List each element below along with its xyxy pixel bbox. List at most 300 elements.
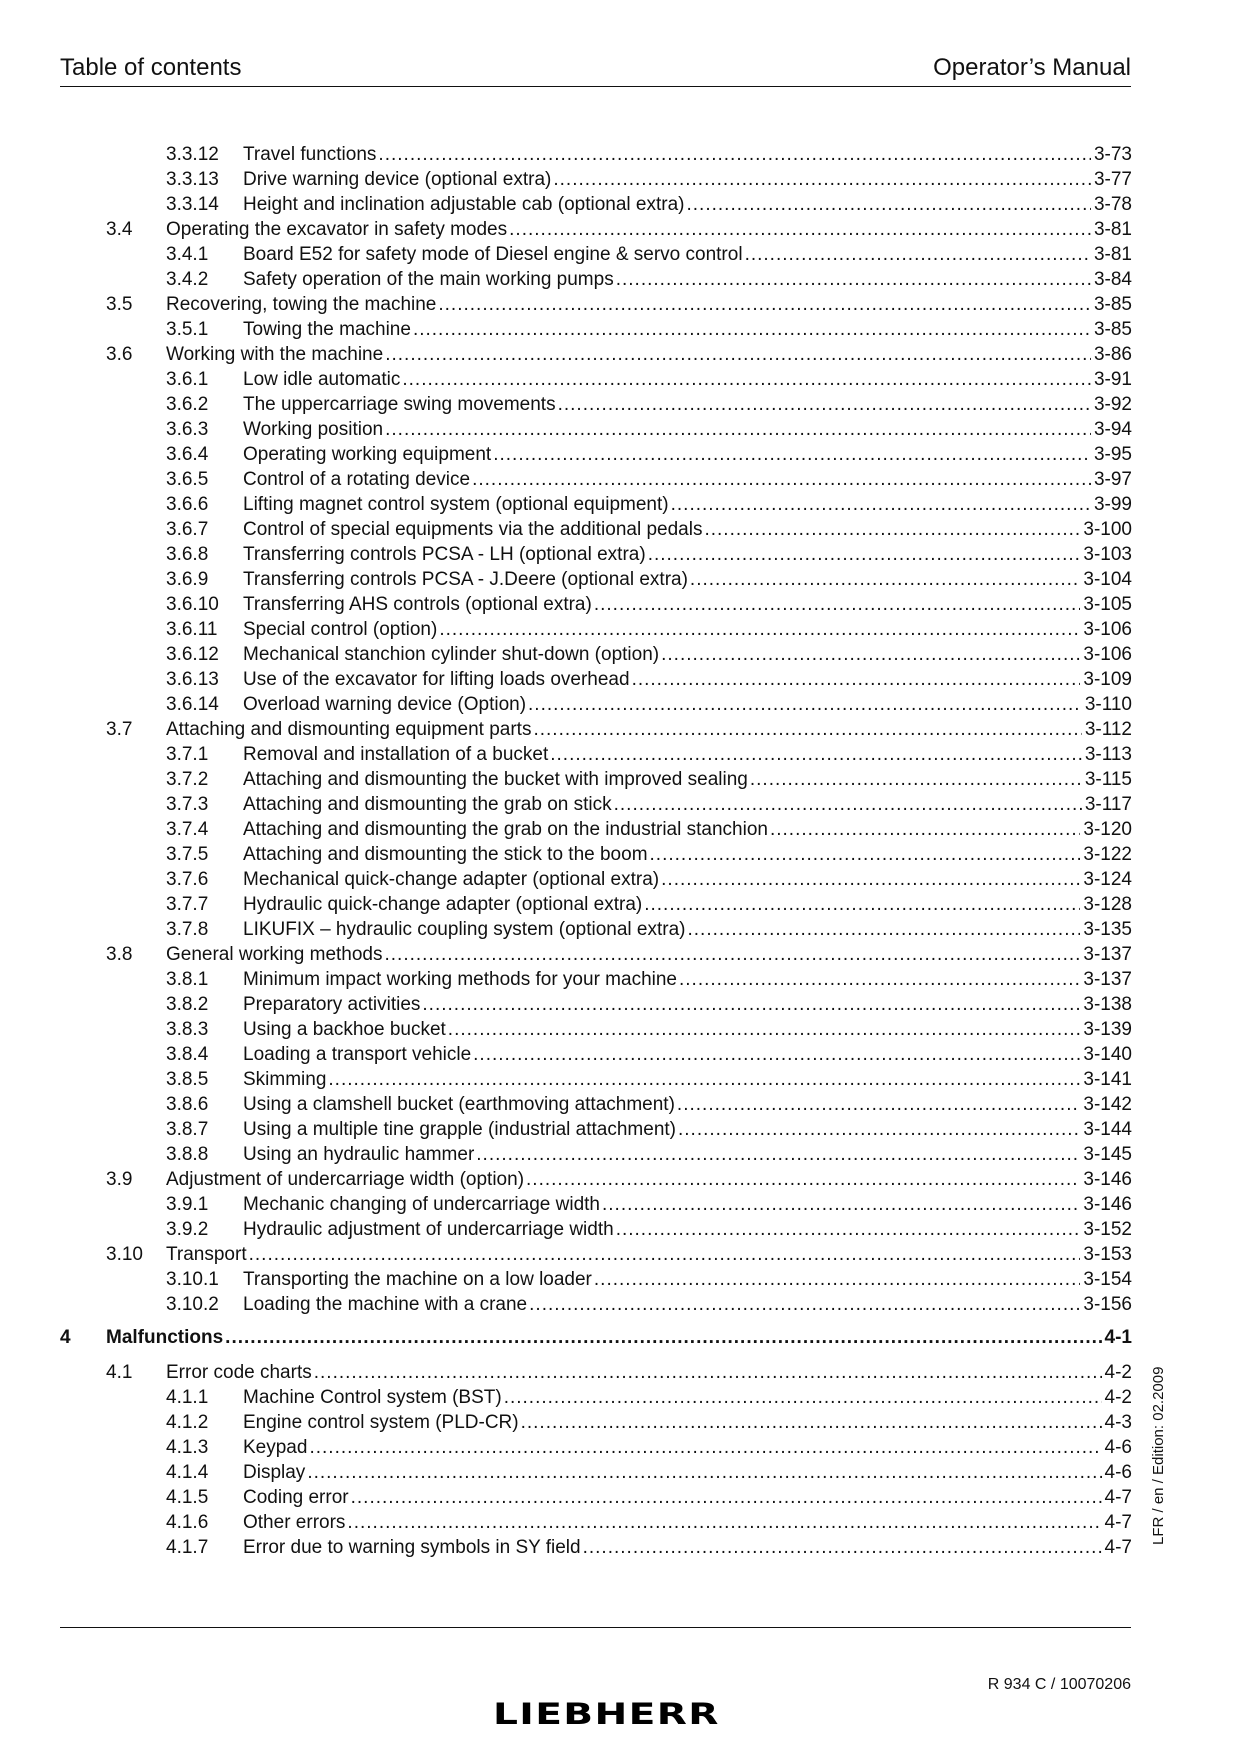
toc-entry-title: Using a multiple tine grapple (industrial attachment) [243, 1119, 676, 1140]
toc-entry-title: Using a clamshell bucket (earthmoving attachment) [243, 1094, 675, 1115]
toc-entry-page: 4-6 [1104, 1437, 1132, 1458]
toc-entry-leader [243, 467, 1132, 492]
toc-dot-leader [493, 442, 1091, 467]
toc-entry-leader [243, 392, 1132, 417]
toc-entry-number: 4 [60, 1327, 71, 1348]
toc-subsection-entry[interactable] [0, 1460, 1240, 1485]
toc-section-entry[interactable] [0, 717, 1240, 742]
toc-subsection-entry[interactable] [0, 967, 1240, 992]
toc-entry-title: Attaching and dismounting the stick to the boom [243, 844, 648, 865]
toc-entry-title: Low idle automatic [243, 369, 401, 390]
toc-entry-title: Error code charts [166, 1362, 312, 1383]
toc-dot-leader [476, 1142, 1080, 1167]
toc-dot-leader [509, 217, 1091, 242]
toc-entry-leader [243, 317, 1132, 342]
toc-entry-page: 4-1 [1104, 1327, 1132, 1348]
toc-dot-leader [385, 342, 1091, 367]
toc-entry-title: Mechanic changing of undercarriage width [243, 1194, 600, 1215]
toc-subsection-entry[interactable] [0, 1435, 1240, 1460]
toc-entry-leader [243, 692, 1132, 717]
toc-entry-leader [243, 1460, 1132, 1485]
toc-entry-leader [243, 442, 1132, 467]
toc-dot-leader [745, 242, 1091, 267]
toc-entry-number: 3.6.12 [166, 644, 219, 665]
toc-entry-leader [243, 1192, 1132, 1217]
toc-entry-title: Control of a rotating device [243, 469, 471, 490]
toc-entry-title: Engine control system (PLD-CR) [243, 1412, 519, 1433]
toc-entry-number: 3.6.3 [166, 419, 209, 440]
toc-entry-number: 3.9.1 [166, 1194, 209, 1215]
toc-entry-number: 4.1.5 [166, 1487, 209, 1508]
toc-subsection-entry[interactable] [0, 917, 1240, 942]
toc-entry-leader [243, 567, 1132, 592]
liebherr-logo: LIEBHERR [493, 1697, 720, 1731]
toc-entry-page: 3-86 [1093, 344, 1132, 365]
toc-subsection-entry[interactable] [0, 592, 1240, 617]
toc-entry-page: 4-6 [1104, 1462, 1132, 1483]
toc-entry-page: 3-141 [1083, 1069, 1132, 1090]
toc-entry-title: Mechanical stanchion cylinder shut-down (option) [243, 644, 660, 665]
toc-entry-title: Operating the excavator in safety modes [166, 219, 508, 240]
toc-subsection-entry[interactable] [0, 1292, 1240, 1317]
toc-entry-page: 3-144 [1083, 1119, 1132, 1140]
toc-subsection-entry[interactable] [0, 142, 1240, 167]
toc-dot-leader [504, 1385, 1102, 1410]
toc-entry-title: Display [243, 1462, 306, 1483]
toc-entry-title: Preparatory activities [243, 994, 421, 1015]
toc-entry-title: Operating working equipment [243, 444, 492, 465]
toc-entry-number: 3.5.1 [166, 319, 209, 340]
toc-entry-number: 3.8.5 [166, 1069, 209, 1090]
toc-entry-title: Safety operation of the main working pumps [243, 269, 614, 290]
toc-entry-number: 4.1.6 [166, 1512, 209, 1533]
toc-entry-leader [243, 1142, 1132, 1167]
toc-entry-title: Machine Control system (BST) [243, 1387, 502, 1408]
toc-dot-leader [690, 567, 1080, 592]
toc-entry-leader [243, 592, 1132, 617]
toc-entry-page: 3-117 [1084, 794, 1132, 815]
toc-dot-leader [678, 1117, 1080, 1142]
toc-entry-page: 3-146 [1083, 1169, 1132, 1190]
toc-section-entry[interactable] [0, 1360, 1240, 1385]
toc-dot-leader [413, 317, 1091, 342]
toc-entry-page: 3-139 [1083, 1019, 1132, 1040]
toc-entry-page: 3-92 [1093, 394, 1132, 415]
toc-entry-page: 3-138 [1083, 994, 1132, 1015]
toc-entry-number: 3.10.1 [166, 1269, 219, 1290]
toc-entry-page: 3-91 [1093, 369, 1132, 390]
toc-entry-title: Malfunctions [106, 1327, 224, 1348]
toc-entry-page: 3-95 [1093, 444, 1132, 465]
toc-subsection-entry[interactable] [0, 392, 1240, 417]
toc-dot-leader [661, 867, 1080, 892]
toc-entry-page: 3-99 [1093, 494, 1132, 515]
toc-entry-title: Coding error [243, 1487, 349, 1508]
toc-entry-leader [243, 517, 1132, 542]
toc-entry-title: General working methods [166, 944, 383, 965]
toc-entry-leader [166, 217, 1132, 242]
toc-entry-leader [166, 342, 1132, 367]
toc-subsection-entry[interactable] [0, 367, 1240, 392]
toc-subsection-entry[interactable] [0, 1017, 1240, 1042]
toc-entry-leader [243, 617, 1132, 642]
toc-entry-leader [166, 717, 1132, 742]
toc-entry-number: 3.8.8 [166, 1144, 209, 1165]
toc-entry-number: 3.3.14 [166, 194, 219, 215]
toc-entry-leader [243, 1435, 1132, 1460]
toc-subsection-entry[interactable] [0, 1142, 1240, 1167]
toc-entry-title: Other errors [243, 1512, 346, 1533]
toc-entry-title: Attaching and dismounting equipment parts [166, 719, 532, 740]
toc-entry-number: 3.4 [106, 219, 133, 240]
toc-entry-leader [243, 842, 1132, 867]
toc-entry-title: Skimming [243, 1069, 327, 1090]
toc-entry-number: 3.6.2 [166, 394, 209, 415]
toc-section-entry[interactable] [0, 342, 1240, 367]
toc-section-entry[interactable] [0, 942, 1240, 967]
toc-entry-page: 3-135 [1083, 919, 1132, 940]
toc-entry-title: Removal and installation of a bucket [243, 744, 549, 765]
toc-dot-leader [770, 817, 1080, 842]
toc-entry-page: 3-94 [1093, 419, 1132, 440]
toc-subsection-entry[interactable] [0, 1385, 1240, 1410]
toc-subsection-entry[interactable] [0, 542, 1240, 567]
toc-entry-page: 3-145 [1083, 1144, 1132, 1165]
toc-subsection-entry[interactable] [0, 1217, 1240, 1242]
toc-entry-title: Adjustment of undercarriage width (option) [166, 1169, 525, 1190]
toc-chapter-entry[interactable] [0, 1325, 1240, 1350]
toc-entry-page: 3-103 [1083, 544, 1132, 565]
toc-subsection-entry[interactable] [0, 1267, 1240, 1292]
toc-entry-title: Working with the machine [166, 344, 384, 365]
toc-entry-number: 3.7.6 [166, 869, 209, 890]
toc-dot-leader [473, 1042, 1080, 1067]
toc-dot-leader [550, 742, 1082, 767]
toc-entry-number: 3.6.6 [166, 494, 209, 515]
toc-entry-number: 3.7.4 [166, 819, 209, 840]
toc-entry-page: 3-110 [1084, 694, 1132, 715]
toc-dot-leader [650, 842, 1081, 867]
toc-entry-page: 3-105 [1083, 594, 1132, 615]
toc-dot-leader [385, 417, 1091, 442]
toc-dot-leader [472, 467, 1091, 492]
toc-subsection-entry[interactable] [0, 192, 1240, 217]
toc-entry-leader [243, 667, 1132, 692]
toc-section-entry[interactable] [0, 217, 1240, 242]
toc-dot-leader [347, 1510, 1101, 1535]
toc-entry-number: 4.1.1 [166, 1387, 209, 1408]
toc-entry-title: Control of special equipments via the additional pedals [243, 519, 703, 540]
toc-entry-leader [166, 292, 1132, 317]
toc-entry-page: 4-3 [1104, 1412, 1132, 1433]
header-section-title: Table of contents [60, 54, 242, 81]
toc-entry-page: 3-115 [1084, 769, 1132, 790]
toc-subsection-entry[interactable] [0, 992, 1240, 1017]
toc-entry-leader [243, 1535, 1132, 1560]
toc-entry-number: 3.6.7 [166, 519, 209, 540]
toc-entry-page: 3-78 [1093, 194, 1132, 215]
toc-dot-leader [687, 192, 1091, 217]
toc-entry-leader [243, 167, 1132, 192]
toc-entry-page: 3-120 [1083, 819, 1132, 840]
toc-subsection-entry[interactable] [0, 1067, 1240, 1092]
toc-entry-leader [243, 1410, 1132, 1435]
toc-subsection-entry[interactable] [0, 442, 1240, 467]
toc-entry-number: 3.8.1 [166, 969, 209, 990]
toc-entry-page: 3-153 [1083, 1244, 1132, 1265]
toc-entry-leader [243, 642, 1132, 667]
toc-entry-title: Travel functions [243, 144, 377, 165]
toc-entry-page: 3-112 [1084, 719, 1132, 740]
toc-entry-page: 4-7 [1104, 1537, 1132, 1558]
toc-entry-title: Mechanical quick-change adapter (optional extra) [243, 869, 660, 890]
toc-entry-page: 3-146 [1083, 1194, 1132, 1215]
toc-entry-leader [243, 1017, 1132, 1042]
toc-entry-page: 3-97 [1093, 469, 1132, 490]
toc-entry-title: Loading a transport vehicle [243, 1044, 472, 1065]
edition-note [1150, 1345, 1170, 1545]
toc-entry-leader [243, 1117, 1132, 1142]
toc-subsection-entry[interactable] [0, 167, 1240, 192]
toc-entry-title: Transport [166, 1244, 247, 1265]
toc-entry-leader [243, 1485, 1132, 1510]
toc-entry-title: Using an hydraulic hammer [243, 1144, 475, 1165]
toc-section-entry[interactable] [0, 292, 1240, 317]
toc-entry-title: Transferring controls PCSA - J.Deere (optional extra) [243, 569, 688, 590]
toc-entry-number: 3.6.8 [166, 544, 209, 565]
toc-entry-number: 3.7.3 [166, 794, 209, 815]
toc-subsection-entry[interactable] [0, 1192, 1240, 1217]
toc-subsection-entry[interactable] [0, 792, 1240, 817]
toc-entry-leader [243, 492, 1132, 517]
toc-dot-leader [679, 967, 1080, 992]
toc-subsection-entry[interactable] [0, 742, 1240, 767]
toc-dot-leader [438, 292, 1091, 317]
toc-subsection-entry[interactable] [0, 892, 1240, 917]
toc-entry-page: 4-2 [1104, 1362, 1132, 1383]
toc-entry-leader [243, 992, 1132, 1017]
toc-subsection-entry[interactable] [0, 467, 1240, 492]
toc-entry-page: 3-154 [1083, 1269, 1132, 1290]
toc-entry-number: 3.6.1 [166, 369, 209, 390]
toc-entry-title: Minimum impact working methods for your machine [243, 969, 677, 990]
toc-subsection-entry[interactable] [0, 1117, 1240, 1142]
toc-entry-page: 4-2 [1104, 1387, 1132, 1408]
toc-entry-page: 3-122 [1083, 844, 1132, 865]
toc-entry-number: 3.5 [106, 294, 133, 315]
toc-dot-leader [307, 1460, 1101, 1485]
toc-entry-page: 3-156 [1083, 1294, 1132, 1315]
toc-entry-page: 4-7 [1104, 1487, 1132, 1508]
toc-entry-title: Hydraulic adjustment of undercarriage width [243, 1219, 614, 1240]
footer-divider [60, 1627, 1131, 1628]
toc-dot-leader [553, 167, 1091, 192]
toc-entry-title: Attaching and dismounting the grab on stick [243, 794, 612, 815]
toc-entry-title: LIKUFIX – hydraulic coupling system (optional extra) [243, 919, 686, 940]
toc-entry-number: 3.7.7 [166, 894, 209, 915]
toc-subsection-entry[interactable] [0, 517, 1240, 542]
toc-entry-page: 3-104 [1083, 569, 1132, 590]
toc-subsection-entry[interactable] [0, 642, 1240, 667]
toc-entry-leader [243, 1385, 1132, 1410]
toc-subsection-entry[interactable] [0, 617, 1240, 642]
toc-dot-leader [529, 1292, 1080, 1317]
toc-entry-leader [166, 1360, 1132, 1385]
toc-entry-leader [243, 1217, 1132, 1242]
toc-entry-number: 3.8.2 [166, 994, 209, 1015]
toc-entry-leader [243, 792, 1132, 817]
toc-entry-leader [243, 917, 1132, 942]
toc-entry-title: Transporting the machine on a low loader [243, 1269, 592, 1290]
toc-section-entry[interactable] [0, 1242, 1240, 1267]
toc-entry-page: 3-140 [1083, 1044, 1132, 1065]
toc-subsection-entry[interactable] [0, 692, 1240, 717]
toc-entry-number: 3.7.8 [166, 919, 209, 940]
toc-entry-leader [243, 967, 1132, 992]
toc-entry-page: 3-106 [1083, 644, 1132, 665]
toc-dot-leader [687, 917, 1080, 942]
toc-entry-page: 3-113 [1084, 744, 1132, 765]
toc-entry-number: 3.8.6 [166, 1094, 209, 1115]
toc-entry-number: 3.6 [106, 344, 133, 365]
toc-dot-leader [677, 1092, 1080, 1117]
toc-subsection-entry[interactable] [0, 417, 1240, 442]
toc-entry-page: 3-81 [1093, 219, 1132, 240]
toc-entry-number: 3.9.2 [166, 1219, 209, 1240]
toc-subsection-entry[interactable] [0, 1485, 1240, 1510]
toc-subsection-entry[interactable] [0, 817, 1240, 842]
toc-entry-leader [166, 1242, 1132, 1267]
toc-entry-leader [166, 1167, 1132, 1192]
toc-entry-leader [243, 367, 1132, 392]
toc-dot-leader [402, 367, 1091, 392]
toc-entry-title: Height and inclination adjustable cab (optional extra) [243, 194, 685, 215]
toc-entry-page: 3-84 [1093, 269, 1132, 290]
toc-entry-number: 3.6.4 [166, 444, 209, 465]
toc-dot-leader [314, 1360, 1102, 1385]
toc-entry-number: 4.1.4 [166, 1462, 209, 1483]
toc-entry-leader [243, 417, 1132, 442]
toc-subsection-entry[interactable] [0, 842, 1240, 867]
toc-subsection-entry[interactable] [0, 317, 1240, 342]
toc-subsection-entry[interactable] [0, 242, 1240, 267]
toc-entry-number: 4.1.3 [166, 1437, 209, 1458]
toc-section-entry[interactable] [0, 1167, 1240, 1192]
toc-dot-leader [704, 517, 1080, 542]
toc-dot-leader [594, 592, 1081, 617]
toc-entry-leader [243, 892, 1132, 917]
toc-entry-page: 3-85 [1093, 294, 1132, 315]
toc-entry-leader [243, 1267, 1132, 1292]
toc-entry-title: Towing the machine [243, 319, 411, 340]
toc-entry-page: 3-109 [1083, 669, 1132, 690]
toc-entry-title: Use of the excavator for lifting loads overhead [243, 669, 630, 690]
toc-subsection-entry[interactable] [0, 492, 1240, 517]
toc-entry-page: 3-77 [1093, 169, 1132, 190]
toc-entry-leader [243, 267, 1132, 292]
toc-entry-page: 3-124 [1083, 869, 1132, 890]
toc-subsection-entry[interactable] [0, 267, 1240, 292]
toc-entry-number: 4.1.2 [166, 1412, 209, 1433]
toc-entry-number: 3.3.12 [166, 144, 219, 165]
toc-entry-page: 3-106 [1083, 619, 1132, 640]
toc-entry-leader [106, 1325, 1132, 1350]
header-manual-title: Operator’s Manual [933, 54, 1131, 81]
toc-subsection-entry[interactable] [0, 567, 1240, 592]
toc-subsection-entry[interactable] [0, 767, 1240, 792]
toc-entry-leader [243, 1292, 1132, 1317]
toc-entry-number: 3.7 [106, 719, 133, 740]
toc-subsection-entry[interactable] [0, 1535, 1240, 1560]
toc-dot-leader [439, 617, 1080, 642]
toc-dot-leader [422, 992, 1080, 1017]
toc-subsection-entry[interactable] [0, 1510, 1240, 1535]
toc-entry-page: 3-137 [1083, 944, 1132, 965]
toc-entry-leader [243, 192, 1132, 217]
toc-subsection-entry[interactable] [0, 667, 1240, 692]
toc-entry-number: 3.3.13 [166, 169, 219, 190]
toc-entry-leader [243, 817, 1132, 842]
toc-entry-leader [243, 1092, 1132, 1117]
toc-dot-leader [632, 667, 1081, 692]
toc-subsection-entry[interactable] [0, 1092, 1240, 1117]
toc-entry-leader [243, 542, 1132, 567]
toc-dot-leader [328, 1067, 1080, 1092]
toc-entry-number: 3.6.5 [166, 469, 209, 490]
toc-entry-title: Attaching and dismounting the grab on the industrial stanchion [243, 819, 768, 840]
toc-dot-leader [583, 1535, 1102, 1560]
toc-dot-leader [602, 1192, 1080, 1217]
toc-dot-leader [533, 717, 1081, 742]
toc-subsection-entry[interactable] [0, 867, 1240, 892]
toc-entry-page: 4-7 [1104, 1512, 1132, 1533]
toc-dot-leader [648, 542, 1081, 567]
toc-subsection-entry[interactable] [0, 1410, 1240, 1435]
page-header [60, 52, 1131, 87]
toc-dot-leader [616, 1217, 1081, 1242]
toc-dot-leader [616, 267, 1091, 292]
toc-dot-leader [249, 1242, 1081, 1267]
toc-dot-leader [594, 1267, 1081, 1292]
toc-entry-number: 3.6.9 [166, 569, 209, 590]
toc-entry-number: 3.10.2 [166, 1294, 219, 1315]
toc-dot-leader [671, 492, 1091, 517]
toc-dot-leader [521, 1410, 1102, 1435]
toc-entry-title: Overload warning device (Option) [243, 694, 527, 715]
toc-entry-leader [243, 742, 1132, 767]
toc-entry-number: 3.6.13 [166, 669, 219, 690]
toc-entry-leader [243, 1042, 1132, 1067]
toc-entry-leader [243, 142, 1132, 167]
toc-entry-number: 3.6.11 [166, 619, 218, 640]
toc-dot-leader [644, 892, 1080, 917]
toc-dot-leader [661, 642, 1080, 667]
toc-entry-page: 3-85 [1093, 319, 1132, 340]
toc-entry-number: 3.9 [106, 1169, 133, 1190]
toc-subsection-entry[interactable] [0, 1042, 1240, 1067]
toc-entry-number: 3.8 [106, 944, 133, 965]
toc-entry-page: 3-152 [1083, 1219, 1132, 1240]
toc-entry-number: 3.6.14 [166, 694, 219, 715]
toc-entry-title: Lifting magnet control system (optional equipment) [243, 494, 669, 515]
toc-dot-leader [526, 1167, 1080, 1192]
toc-entry-title: Drive warning device (optional extra) [243, 169, 552, 190]
toc-entry-page: 3-137 [1083, 969, 1132, 990]
toc-dot-leader [614, 792, 1082, 817]
toc-entry-number: 3.7.1 [166, 744, 209, 765]
toc-entry-page: 3-100 [1083, 519, 1132, 540]
toc-entry-title: Loading the machine with a crane [243, 1294, 528, 1315]
